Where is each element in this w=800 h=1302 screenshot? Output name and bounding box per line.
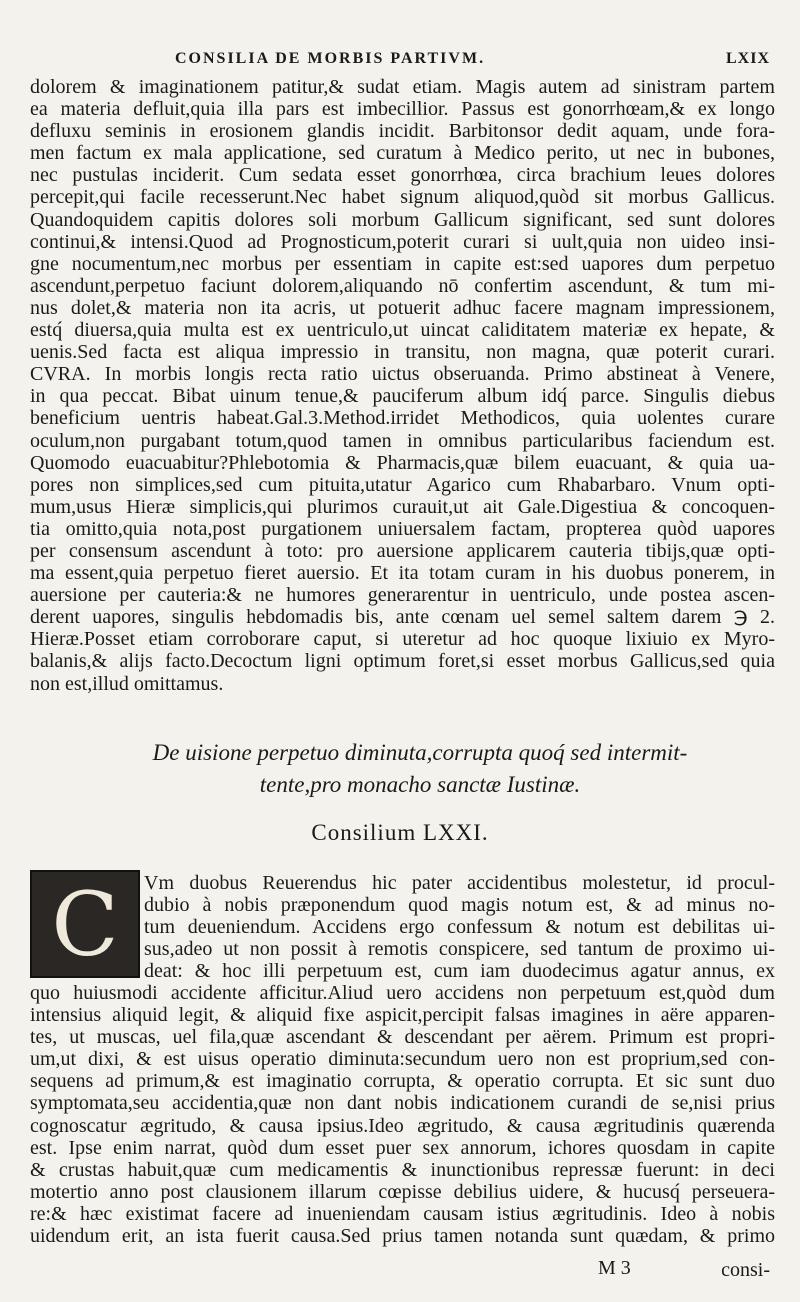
text-line: gne nocumentum,nec morbus per essentiam in capite est:sed uapores dum perpetuo [30,252,775,275]
text-line: Quomodo euacuabitur?Phlebotomia & Pharmacis,quæ bilem euacuant, & quia ua- [30,451,775,474]
text-line: tia omitto,quia nota,post purgationem uniuersalem factam, propterea quòd uapores [30,517,775,540]
running-head [0,50,800,74]
text-line: ea materia defluit,quia illa pars est imbecillior. Passus est gonorrhœam,& ex longo [30,98,775,121]
text-line: uidendum erit, an ista fuerit causa.Sed prius tamen notanda sunt quædam, & primo [30,1225,775,1248]
text-line: intensius aliquid legit, & aliquid fixe aspicit,percipit falsas imagines in aëre apparen- [30,1004,775,1027]
text-line: men factum ex mala applicatione, sed curatum à Medico perito, ut nec in bubones, [30,142,775,165]
text-line: derent uapores, singulis hebdomadis bis, ante cœnam uel semel saltem darem ℈ 2. [30,606,775,629]
text-line: oculum,non purgabant totum,quod tamen in omnibus particularibus faciendum est. [30,429,775,452]
initial-letter: C [51,872,119,976]
top-paragraph [30,76,775,695]
text-line: percepit,qui facile recesserunt.Nec habet signum aliquod,quòd sit morbus Gallicus. [30,186,775,209]
text-line: cognoscatur ægritudo, & causa ipsius.Ideo ægritudo, & causa ægritudinis quærenda [30,1114,775,1137]
text-line: motertio anno post clausionem illarum cœpisse debilius uidere, & hucusq́ perseuera- [30,1180,775,1203]
text-line: auersione per cauteria:& ne humores generarentur in uentriculo, unde postea ascen- [30,584,775,607]
signature-mark: M 3 [598,1257,631,1279]
text-line: & crustas habuit,quæ cum medicamentis & inunctionibus repressæ fuerunt: in deci [30,1158,775,1181]
intro-paragraph [144,872,775,982]
text-line: mum,usus Hieræ simplicis,qui plurimos curauit,ut ait Gale.Digestiua & concoquen- [30,495,775,518]
text-line: Vm duobus Reuerendus hic pater accidentibus molestetur, id procul- [144,872,775,894]
text-line: uenis.Sed facta est aliqua impressio in transitu, non magna, quæ poterit curari. [30,341,775,364]
text-line: beneficium uentris habeat.Gal.3.Method.irridet Methodicos, quia uolentes curare [30,407,775,430]
consilium-title: Consilium LXXI. [311,820,489,845]
text-line: balanis,& alijs facto.Decoctum ligni optimum foret,si esset morbus Gallicus,sed quia [30,650,775,673]
text-line: tes, ut muscas, uel fila,quæ ascendant & descendant per aërem. Primum est propri- [30,1026,775,1049]
section-heading-line: tente,pro monacho sanctæ Iustinæ. [259,772,581,797]
text-line: nus dolet,& materia non ita acris, ut potuerit adhuc facere magnam impressionem, [30,296,775,319]
text-line: defluxu seminis in erosionem glandis incidit. Barbitonsor dedit aquam, unde fora- [30,120,775,143]
text-line: nec pustulas inciderit. Cum sedata esset gonorrhœa, circa brachium leues dolores [30,164,775,187]
text-line: in qua peccat. Bibat uinum tenue,& pauciferum album idq́ parce. Singulis diebus [30,385,775,408]
text-line: pores non simplices,sed cum pituita,utatur Agarico cum Rhabarbaro. Vnum opti- [30,473,775,496]
text-line: dolorem & imaginationem patitur,& sudat etiam. Magis autem ad sinistram partem [30,76,775,98]
text-line: per consensum ascendunt à toto: pro auersione applicarem cauteria tibijs,quæ opti- [30,539,775,562]
text-line: estq́ diuersa,quia multa est ex uentriculo,ut uincat caliditatem materiæ ex hepate, & [30,319,775,342]
text-line: est. Ipse enim narrat, quòd dum esset puer sex annorum, ichores quosdam in capite [30,1136,775,1159]
text-line: symptomata,seu accidentia,quæ non dant nobis indicationem curandi de se,nisi prius [30,1092,775,1115]
text-line: re:& hæc existimat facere ad inueniendam causam istius ægritudinis. Ideo à nobis [30,1202,775,1225]
text-line: sus,adeo ut non possit à remotis conspicere, sed tantum de proximo ui- [144,938,775,961]
text-line: ascendunt,perpetuo faciunt dolorem,aliquando nō confertim ascendunt, & tum mi- [30,274,775,297]
text-line: quo huiusmodi accidente afficitur.Aliud uero accidens non perpetuum est,quòd dum [30,982,775,1004]
running-title: CONSILIA DE MORBIS PARTIVM. [175,50,486,67]
decorated-initial [30,870,140,978]
section-heading-line: De uisione perpetuo diminuta,corrupta quoq́ sed intermit- [152,740,688,765]
folio-number: LXIX [725,50,770,67]
text-line: CVRA. In morbis longis recta ratio uictus obseruanda. Primo abstineat à Venere, [30,363,775,386]
text-line: non est,illud omittamus. [30,672,224,695]
text-line: dubio à nobis præponendum quod magis notum est, & ad minus no- [144,894,775,917]
body-paragraph [30,982,775,1247]
catchword: consi- [721,1259,770,1281]
text-line: um,ut dixi, & est uisus operatio diminuta:secundum uero non est proprium,sed con- [30,1048,775,1071]
text-line: deat: & hoc illi perpetuum est, cum iam duodecimus agatur annus, ex [144,960,775,983]
section-heading [100,737,740,801]
text-line: Hieræ.Posset etiam corroborare caput, si uteretur ad hoc quoque lixiuio ex Myro- [30,628,775,651]
text-line: Quandoquidem capitis dolores soli morbum Gallicum significant, sed sunt dolores [30,208,775,231]
text-line: ma essent,quia perpetuo fieret auersio. Et ita totam curam in his duobus ponerem, in [30,562,775,585]
text-line: sequens ad primum,& est imaginatio corrupta, & operatio corrupta. Et sic sunt duo [30,1070,775,1093]
text-line: tum deueniendum. Accidens ergo confessum & notum est debilitas ui- [144,916,775,939]
text-line: continui,& intensi.Quod ad Prognosticum,poterit curari si uult,quia non uideo insi- [30,230,775,253]
